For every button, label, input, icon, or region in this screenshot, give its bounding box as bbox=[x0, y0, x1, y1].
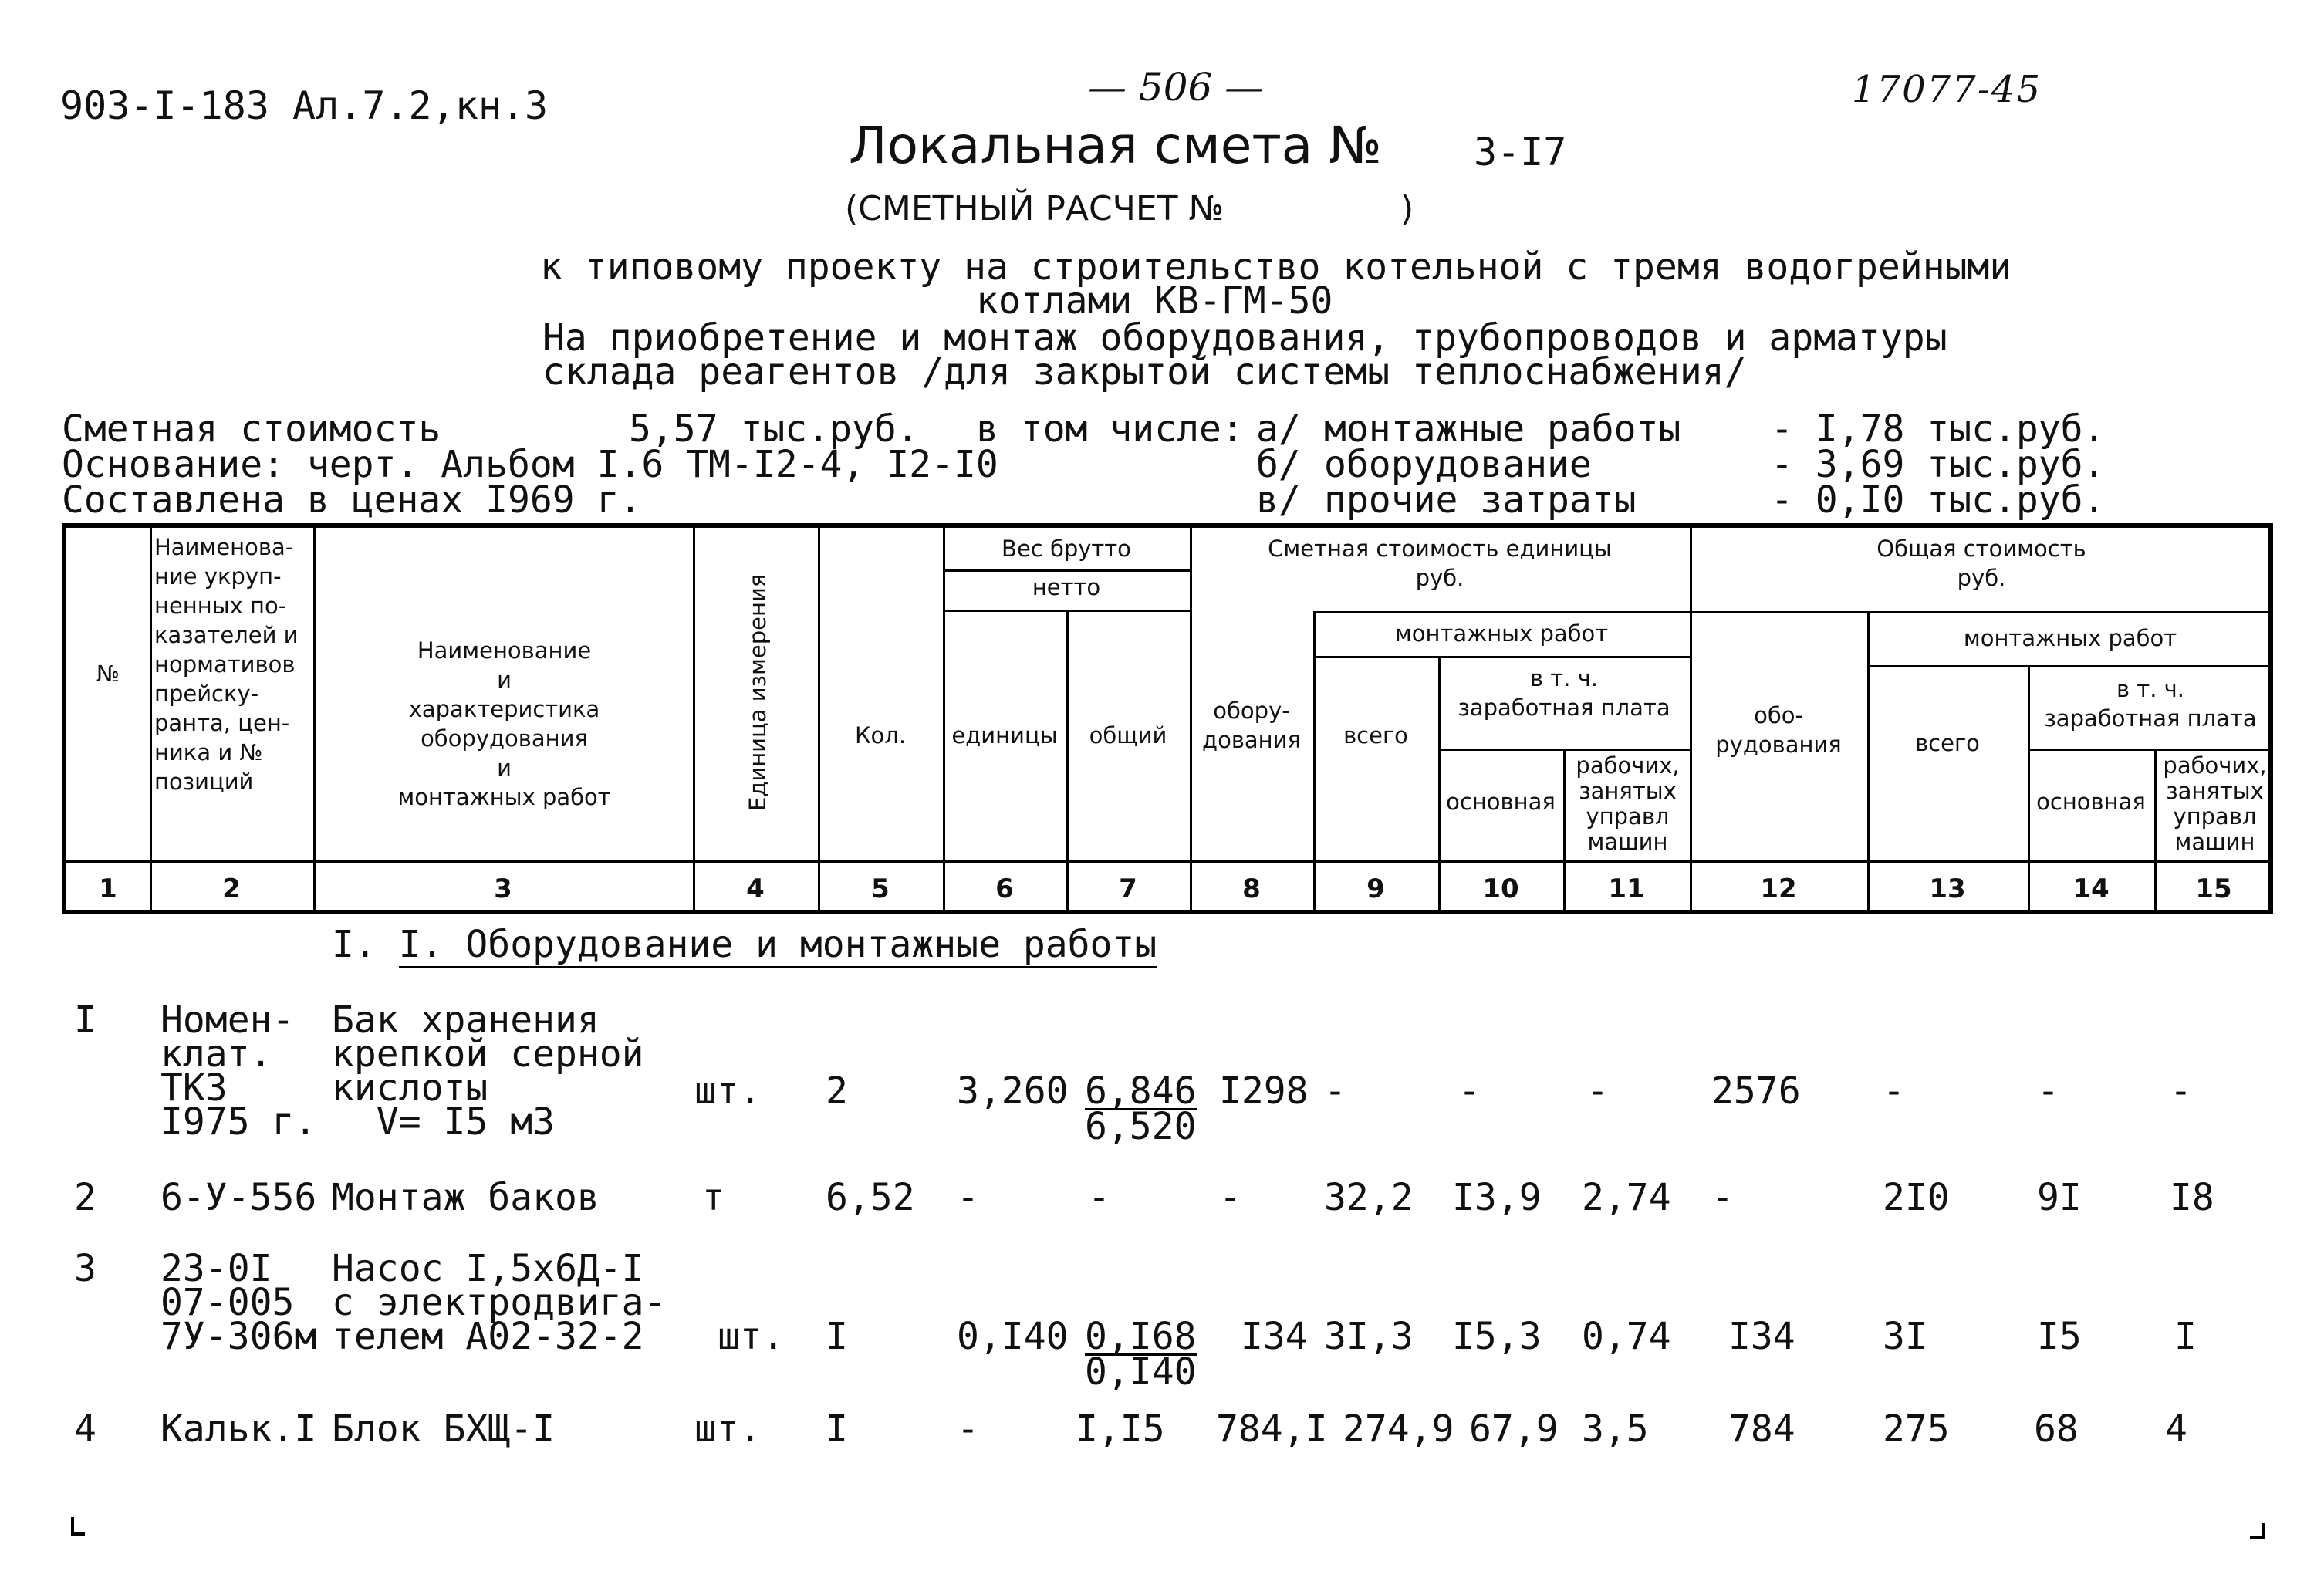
row-unit-all: - bbox=[1324, 1070, 1346, 1113]
row-weight-total: I,I5 bbox=[1076, 1407, 1165, 1451]
row-total-equipment: I34 bbox=[1728, 1315, 1795, 1358]
description-line: склада реагентов /для закрытой системы теплоснабжения/ bbox=[542, 350, 1747, 394]
row-total-basic: 68 bbox=[2034, 1407, 2079, 1451]
row-unit-equipment: 784,I bbox=[1216, 1407, 1328, 1451]
column-number: 4 bbox=[746, 874, 765, 904]
row-unit: шт. bbox=[694, 1407, 762, 1451]
row-qty: I bbox=[826, 1315, 848, 1358]
col-code-header: Наименова- ние укруп- ненных по- казателей и нормативов прейску- ранта, цен- ника и № позиций bbox=[154, 534, 299, 795]
row-qty: 2 bbox=[826, 1070, 848, 1113]
col-qty-header: Кол. bbox=[854, 722, 907, 749]
col-name-header: Наименование и характеристика оборудования и монтажных работ bbox=[397, 637, 611, 810]
row-total-basic: 9I bbox=[2037, 1176, 2082, 1219]
row-weight-unit: - bbox=[957, 1407, 979, 1451]
total-cost-header: Общая стоимость руб. bbox=[1876, 536, 2086, 591]
unit-basic-header: основная bbox=[1446, 789, 1556, 815]
row-unit-machine: 0,74 bbox=[1582, 1315, 1671, 1358]
row-weight-total: - bbox=[1088, 1176, 1110, 1219]
row-unit: шт. bbox=[694, 1070, 762, 1113]
row-unit-equipment: I34 bbox=[1241, 1315, 1308, 1358]
unit-machine-header: рабочих, занятых управл машин bbox=[1576, 752, 1680, 855]
summary-item-label: прочие затраты bbox=[1324, 478, 1637, 522]
corner-mark bbox=[71, 1517, 74, 1534]
row-unit-machine: - bbox=[1586, 1070, 1609, 1113]
column-number: 9 bbox=[1366, 874, 1385, 904]
unit-incl-header: в т. ч. заработная плата bbox=[1458, 665, 1670, 721]
document-code: 903-I-183 Ал.7.2,кн.3 bbox=[60, 83, 549, 128]
page-subtitle: (СМЕТНЫЙ РАСЧЕТ № bbox=[845, 189, 1224, 228]
row-unit-basic: 67,9 bbox=[1469, 1407, 1559, 1451]
row-total-all: 2I0 bbox=[1883, 1176, 1950, 1219]
row-code: 23-0I 07-005 7У-306м bbox=[160, 1247, 317, 1358]
row-unit-all: 32,2 bbox=[1324, 1176, 1414, 1219]
column-number: 1 bbox=[99, 874, 117, 904]
row-weight-net: 6,520 bbox=[1085, 1105, 1197, 1148]
column-number: 3 bbox=[494, 874, 512, 904]
estimate-number: 3-I7 bbox=[1474, 130, 1567, 174]
corner-mark bbox=[2262, 1523, 2265, 1539]
column-number: 13 bbox=[1929, 874, 1966, 904]
summary-item-label: монтажные работы bbox=[1324, 407, 1681, 451]
summary-item-value: - 3,69 тыс.руб. bbox=[1771, 443, 2106, 486]
section-title: I. I. Оборудование и монтажные работы bbox=[332, 923, 1157, 966]
row-name: Насос I,5х6Д-I с электродвига- телем А02-32-2 bbox=[332, 1247, 667, 1358]
summary-item-label: оборудование bbox=[1324, 443, 1592, 486]
row-total-all: 275 bbox=[1883, 1407, 1950, 1451]
row-weight-total: 6,846 bbox=[1085, 1070, 1197, 1113]
prices-line: Составлена в ценах I969 г. bbox=[62, 478, 642, 522]
row-weight-net: 0,I40 bbox=[1085, 1350, 1197, 1394]
row-unit-all: 274,9 bbox=[1343, 1407, 1454, 1451]
summary-item-key: а/ bbox=[1256, 407, 1301, 451]
column-number: 15 bbox=[2195, 874, 2232, 904]
row-unit: шт. bbox=[718, 1315, 785, 1358]
weight-net-header: нетто bbox=[1032, 574, 1101, 600]
description-line: к типовому проекту на строительство котельной с тремя водогрейными bbox=[540, 245, 2012, 289]
row-number: I bbox=[74, 999, 96, 1042]
basis-line: Основание: черт. Альбом I.6 ТМ-I2-4, I2-I0 bbox=[62, 443, 998, 486]
cost-value: 5,57 тыс.руб. bbox=[629, 407, 919, 451]
row-total-equipment: - bbox=[1711, 1176, 1734, 1219]
row-unit-basic: - bbox=[1458, 1070, 1481, 1113]
total-basic-header: основная bbox=[2036, 789, 2146, 815]
summary-item-key: в/ bbox=[1256, 478, 1301, 522]
archive-number: 17077-45 bbox=[1852, 68, 2042, 111]
description-line: На приобретение и монтаж оборудования, трубопроводов и арматуры bbox=[542, 316, 1947, 360]
row-unit-basic: I3,9 bbox=[1452, 1176, 1542, 1219]
row-total-equipment: 784 bbox=[1728, 1407, 1795, 1451]
page-number: — 506 — bbox=[1088, 65, 1264, 110]
row-code: Номен- клат. ТКЗ I975 г. bbox=[160, 999, 317, 1144]
unit-installation-header: монтажных работ bbox=[1394, 620, 1609, 647]
column-number: 8 bbox=[1242, 874, 1261, 904]
row-qty: 6,52 bbox=[826, 1176, 915, 1219]
table-header bbox=[62, 523, 2273, 914]
column-number: 6 bbox=[995, 874, 1014, 904]
row-unit-equipment: I298 bbox=[1219, 1070, 1309, 1113]
row-number: 2 bbox=[74, 1176, 96, 1219]
row-total-machine: I8 bbox=[2170, 1176, 2214, 1219]
row-code: Кальк.I bbox=[160, 1407, 317, 1451]
row-weight-unit: 3,260 bbox=[957, 1070, 1069, 1113]
unit-equipment-header: обору- дования bbox=[1202, 698, 1301, 753]
column-number: 10 bbox=[1482, 874, 1519, 904]
row-total-machine: 4 bbox=[2165, 1407, 2187, 1451]
row-name: Монтаж баков bbox=[332, 1176, 600, 1219]
summary-item-value: - I,78 тыс.руб. bbox=[1771, 407, 2106, 451]
total-all-header: всего bbox=[1915, 730, 1980, 756]
total-equipment-header: обо- рудования bbox=[1715, 702, 1842, 758]
unit-cost-header: Сметная стоимость единицы руб. bbox=[1268, 536, 1612, 591]
row-total-equipment: 2576 bbox=[1711, 1070, 1801, 1113]
row-total-all: - bbox=[1883, 1070, 1905, 1113]
row-unit-basic: I5,3 bbox=[1452, 1315, 1542, 1358]
unit-all-header: всего bbox=[1343, 722, 1408, 749]
row-weight-unit: - bbox=[957, 1176, 979, 1219]
summary-item-key: б/ bbox=[1256, 443, 1301, 486]
row-total-machine: - bbox=[2170, 1070, 2192, 1113]
row-total-machine: I bbox=[2174, 1315, 2197, 1358]
col-no-header: № bbox=[96, 661, 120, 687]
row-number: 4 bbox=[74, 1407, 96, 1451]
row-qty: I bbox=[826, 1407, 848, 1451]
column-number: 7 bbox=[1119, 874, 1137, 904]
weight-total-header: общий bbox=[1089, 722, 1167, 749]
row-unit-machine: 2,74 bbox=[1582, 1176, 1671, 1219]
row-total-basic: I5 bbox=[2037, 1315, 2082, 1358]
cost-label: Сметная стоимость bbox=[62, 407, 441, 451]
total-installation-header: монтажных работ bbox=[1963, 625, 2177, 651]
column-number: 5 bbox=[871, 874, 890, 904]
page-title: Локальная смета № bbox=[849, 116, 1382, 175]
total-machine-header: рабочих, занятых управл машин bbox=[2163, 752, 2267, 855]
row-weight-total: 0,I68 bbox=[1085, 1315, 1197, 1358]
row-total-all: 3I bbox=[1883, 1315, 1927, 1358]
row-total-basic: - bbox=[2037, 1070, 2059, 1113]
corner-mark bbox=[71, 1532, 85, 1536]
row-number: 3 bbox=[74, 1247, 96, 1290]
row-unit-machine: 3,5 bbox=[1582, 1407, 1649, 1451]
column-number: 12 bbox=[1760, 874, 1797, 904]
description-line: котлами КВ-ГМ-50 bbox=[976, 279, 1333, 323]
column-number: 2 bbox=[222, 874, 241, 904]
row-unit-equipment: - bbox=[1219, 1176, 1241, 1219]
row-unit-all: 3I,3 bbox=[1324, 1315, 1414, 1358]
column-number: 14 bbox=[2072, 874, 2110, 904]
subtitle-closing-paren: ) bbox=[1400, 189, 1414, 228]
row-name: Блок БХЩ-I bbox=[332, 1407, 555, 1451]
row-name: Бак хранения крепкой серной кислоты V= I5 м3 bbox=[332, 999, 644, 1144]
including-label: в том числе: bbox=[976, 407, 1244, 451]
column-number: 11 bbox=[1608, 874, 1645, 904]
row-unit: т bbox=[702, 1176, 725, 1219]
summary-item-value: - 0,I0 тыс.руб. bbox=[1771, 478, 2106, 522]
weight-unit-header: единицы bbox=[951, 722, 1058, 749]
total-incl-header: в т. ч. заработная плата bbox=[2044, 676, 2257, 732]
weight-group-header: Вес брутто bbox=[1002, 536, 1131, 562]
row-weight-unit: 0,I40 bbox=[957, 1315, 1069, 1358]
col-unit-header: Единица измерения bbox=[745, 573, 771, 811]
row-code: 6-У-556 bbox=[160, 1176, 317, 1219]
